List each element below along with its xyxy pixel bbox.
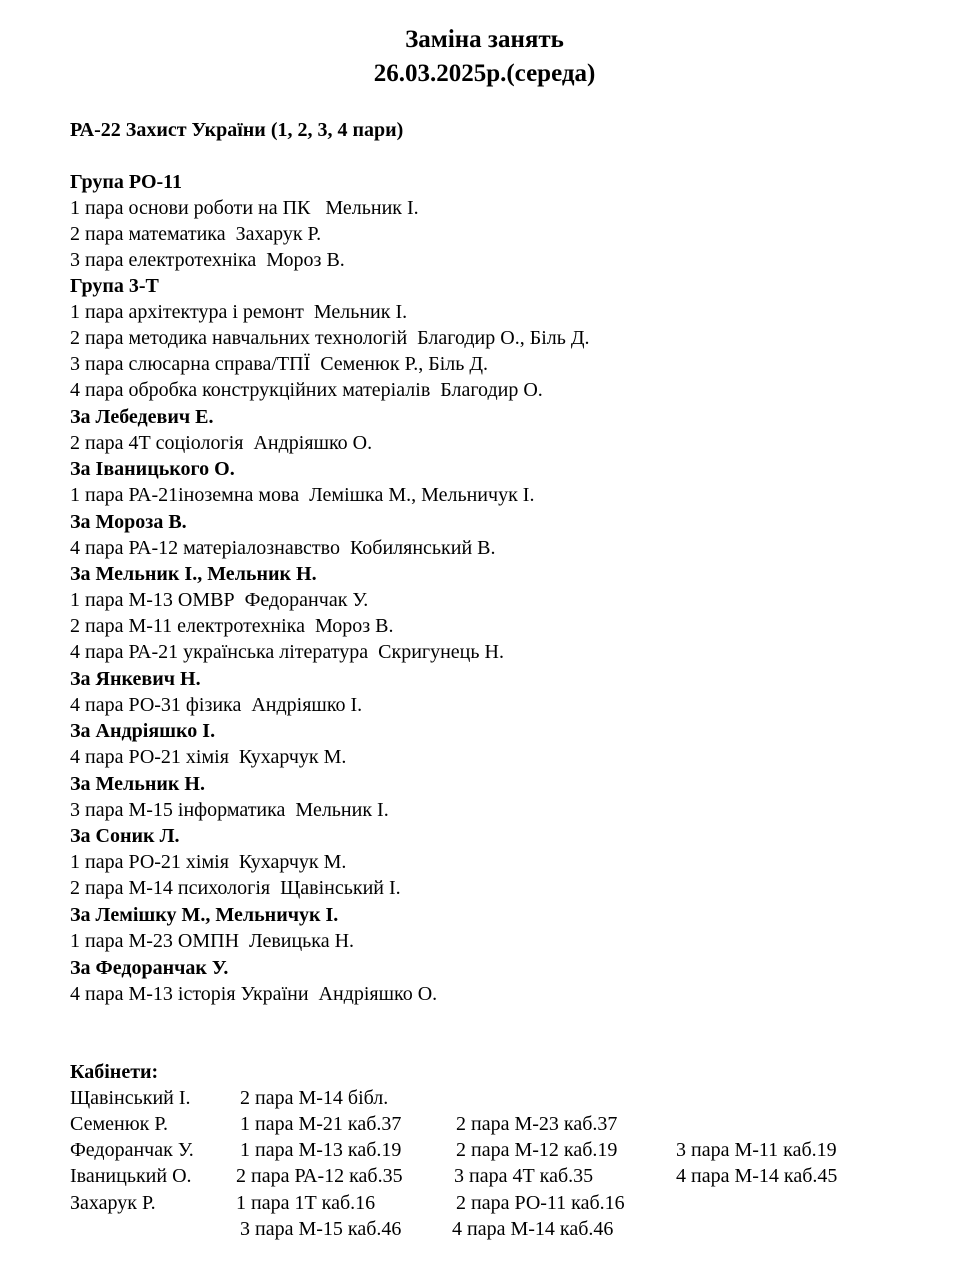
lesson-line: 1 пара основи роботи на ПК Мельник І. [70,197,419,219]
lesson-line: 1 пара М-13 ОМВР Федоранчак У. [70,589,369,611]
cabinet-teacher-name: Іваницький О. [70,1165,192,1187]
cabinet-teacher-name: Щавінський І. [70,1087,191,1109]
section-heading: За Андріяшко І. [70,720,216,742]
lesson-line: 2 пара М-11 електротехніка Мороз В. [70,615,394,637]
lesson-line: 3 пара М-15 інформатика Мельник І. [70,799,389,821]
section-heading: За Мороза В. [70,511,187,533]
cabinet-entry: 4 пара М-14 каб.45 [676,1165,838,1187]
cabinet-teacher-name: Федоранчак У. [70,1139,194,1161]
cabinet-entry: 3 пара М-11 каб.19 [676,1139,837,1161]
cabinet-entry: 1 пара М-21 каб.37 [240,1113,402,1135]
lesson-line: 2 пара методика навчальних технологій Благодир О., Біль Д. [70,327,590,349]
cabinet-teacher-name: Семенюк Р. [70,1113,168,1135]
announcement: РА-22 Захист України (1, 2, 3, 4 пари) [70,119,404,141]
section-heading: За Лебедевич Е. [70,406,214,428]
cabinets-heading: Кабінети: [70,1061,159,1083]
cabinet-entry: 1 пара 1Т каб.16 [236,1192,376,1214]
cabinet-entry: 4 пара М-14 каб.46 [452,1218,614,1240]
cabinet-entry: 2 пара М-14 бібл. [240,1087,389,1109]
section-heading: За Іваницького О. [70,458,235,480]
cabinet-entry: 1 пара М-13 каб.19 [240,1139,402,1161]
lesson-line: 4 пара РА-21 українська література Скригунець Н. [70,641,504,663]
document-title: Заміна занять [405,26,564,53]
cabinet-entry: 2 пара РА-12 каб.35 [236,1165,403,1187]
cabinet-entry: 2 пара РО-11 каб.16 [456,1192,625,1214]
lesson-line: 1 пара М-23 ОМПН Левицька Н. [70,930,355,952]
lesson-line: 4 пара обробка конструкційних матеріалів Благодир О. [70,379,543,401]
section-heading: За Лемішку М., Мельничук І. [70,904,339,926]
section-heading: За Соник Л. [70,825,180,847]
lesson-line: 3 пара електротехніка Мороз В. [70,249,345,271]
cabinet-entry: 2 пара М-23 каб.37 [456,1113,618,1135]
lesson-line: 4 пара РО-31 фізика Андріяшко І. [70,694,363,716]
lesson-line: 3 пара слюсарна справа/ТПЇ Семенюк Р., Біль Д. [70,353,488,375]
section-heading: Група РО-11 [70,171,183,193]
lesson-line: 2 пара математика Захарук Р. [70,223,322,245]
lesson-line: 4 пара РА-12 матеріалознавство Кобилянський В. [70,537,496,559]
section-heading: За Мельник Н. [70,773,205,795]
cabinet-teacher-name: Захарук Р. [70,1192,156,1214]
section-heading: За Янкевич Н. [70,668,201,690]
section-heading: За Федоранчак У. [70,957,229,979]
lesson-line: 4 пара М-13 історія України Андріяшко О. [70,983,438,1005]
cabinet-entry: 3 пара 4Т каб.35 [454,1165,594,1187]
lesson-line: 1 пара РА-21іноземна мова Лемішка М., Мельничук І. [70,484,535,506]
lesson-line: 1 пара РО-21 хімія Кухарчук М. [70,851,347,873]
lesson-line: 1 пара архітектура і ремонт Мельник І. [70,301,408,323]
section-heading: За Мельник І., Мельник Н. [70,563,317,585]
document-date: 26.03.2025р.(середа) [373,60,596,87]
cabinet-entry: 2 пара М-12 каб.19 [456,1139,618,1161]
cabinet-entry: 3 пара М-15 каб.46 [240,1218,402,1240]
section-heading: Група 3-Т [70,275,159,297]
lesson-line: 4 пара РО-21 хімія Кухарчук М. [70,746,347,768]
lesson-line: 2 пара М-14 психологія Щавінський І. [70,877,401,899]
lesson-line: 2 пара 4Т соціологія Андріяшко О. [70,432,373,454]
